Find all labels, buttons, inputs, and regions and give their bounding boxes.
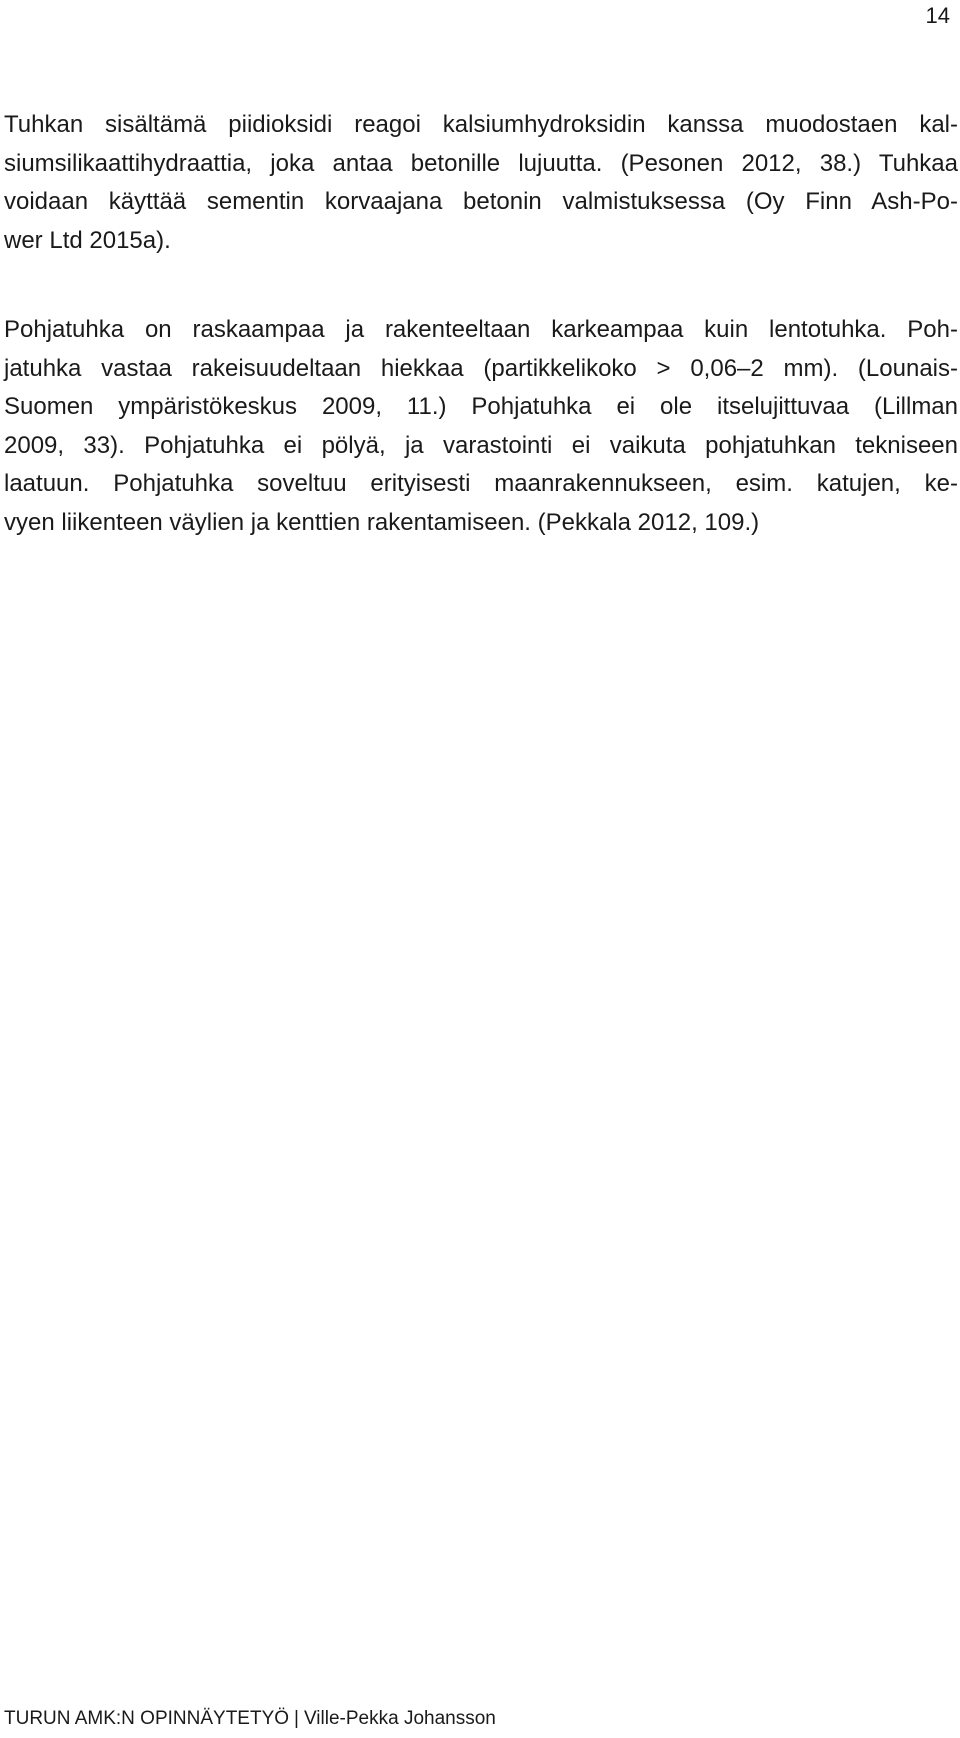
paragraph-line: 2009, 33). Pohjatuhka ei pölyä, ja varastointi ei vaikuta pohjatuhkan tekniseen xyxy=(4,431,958,459)
paragraph-line: Pohjatuhka on raskaampaa ja rakenteeltaan karkeampaa kuin lentotuhka. Poh- xyxy=(4,316,958,343)
body-paragraph-1 xyxy=(4,106,958,260)
paragraph-line: Tuhkan sisältämä piidioksidi reagoi kalsiumhydroksidin kanssa muodostaen kal- xyxy=(4,111,958,138)
paragraph-line: voidaan käyttää sementin korvaajana betonin valmistuksessa (Oy Finn Ash-Po- xyxy=(4,188,958,215)
paragraph-line: wer Ltd 2015a). xyxy=(4,226,171,254)
page-footer xyxy=(4,1706,496,1732)
paragraph-line: jatuhka vastaa rakeisuudeltaan hiekkaa (partikkelikoko > 0,06–2 mm). (Lounais- xyxy=(4,354,958,382)
page-number: 14 xyxy=(925,3,950,28)
paragraph-line: vyen liikenteen väylien ja kenttien rakentamiseen. (Pekkala 2012, 109.) xyxy=(4,508,760,536)
body-paragraph-2 xyxy=(4,311,958,542)
footer-institution: TURUN AMK:N OPINNÄYTETYÖ xyxy=(4,1708,290,1729)
paragraph-line: siumsilikaattihydraattia, joka antaa betonille lujuutta. (Pesonen 2012, 38.) Tuhkaa xyxy=(4,149,958,177)
paragraph-line: Suomen ympäristökeskus 2009, 11.) Pohjatuhka ei ole itselujittuvaa (Lillman xyxy=(4,393,958,420)
paragraph-line: laatuun. Pohjatuhka soveltuu erityisesti maanrakennukseen, esim. katujen, ke- xyxy=(4,470,958,497)
footer-author: Ville-Pekka Johansson xyxy=(303,1708,496,1729)
footer-separator: | xyxy=(294,1708,299,1729)
